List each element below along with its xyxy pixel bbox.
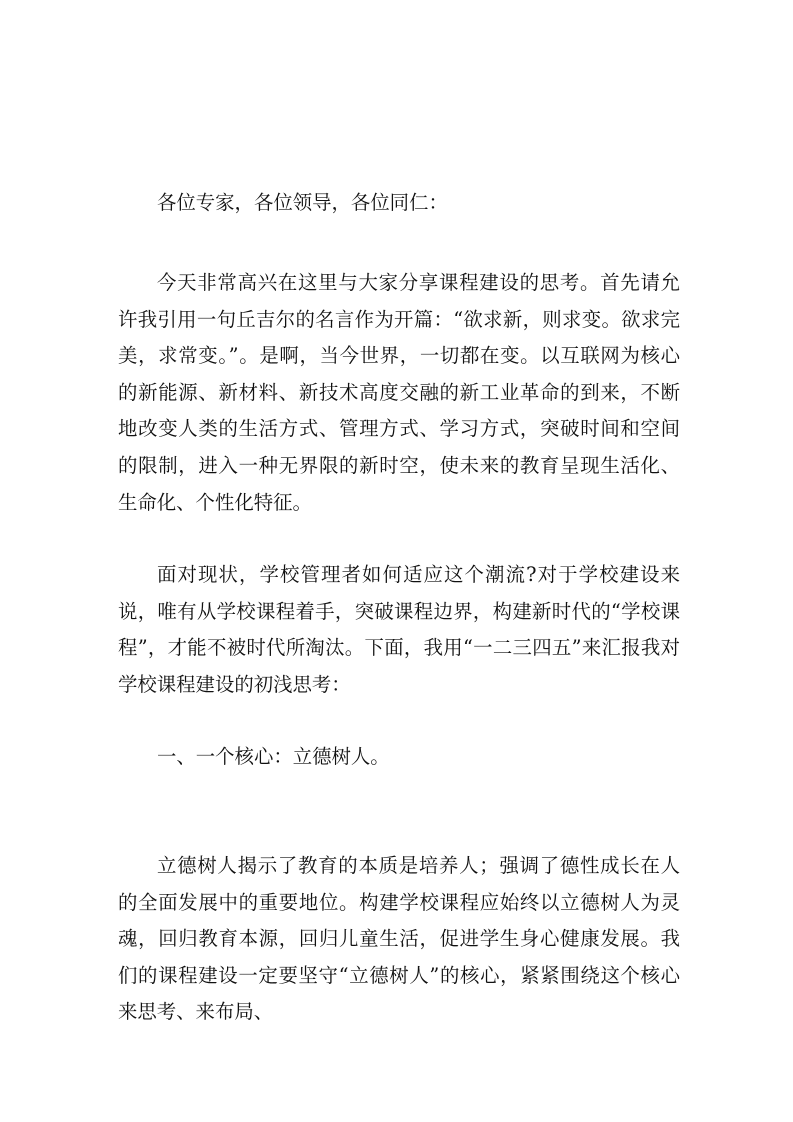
context-paragraph: 面对现状，学校管理者如何适应这个潮流?对于学校建设来说，唯有从学校课程着手，突破课程边界，构建新时代的“学校课程”，才能不被时代所淘汰。下面，我用“一二三四五”来汇报我对学校课程建设的初浅思考： (118, 563, 680, 696)
section-heading: 一、一个核心：立德树人。 (157, 745, 390, 768)
section-body-paragraph: 立德树人揭示了教育的本质是培养人；强调了德性成长在人的全面发展中的重要地位。构建学校课程应始终以立德树人为灵魂，回归教育本源，回归儿童生活，促进学生身心健康发展。我们的课程建设一定要坚守“立德树人”的核心，紧紧围绕这个核心来思考、来布局、 (118, 854, 680, 1024)
salutation-paragraph: 各位专家，各位领导，各位同仁： (157, 191, 448, 214)
intro-paragraph: 今天非常高兴在这里与大家分享课程建设的思考。首先请允许我引用一句丘吉尔的名言作为开篇：“欲求新，则求变。欲求完美，求常变。”。是啊，当今世界，一切都在变。以互联网为核心的新能源、新材料、新技术高度交融的新工业革命的到来，不断地改变人类的生活方式、管理方式、学习方式，突破时间和空间的限制，进入一种无界限的新时空，使未来的教育呈现生活化、生命化、个性化特征。 (118, 271, 680, 514)
